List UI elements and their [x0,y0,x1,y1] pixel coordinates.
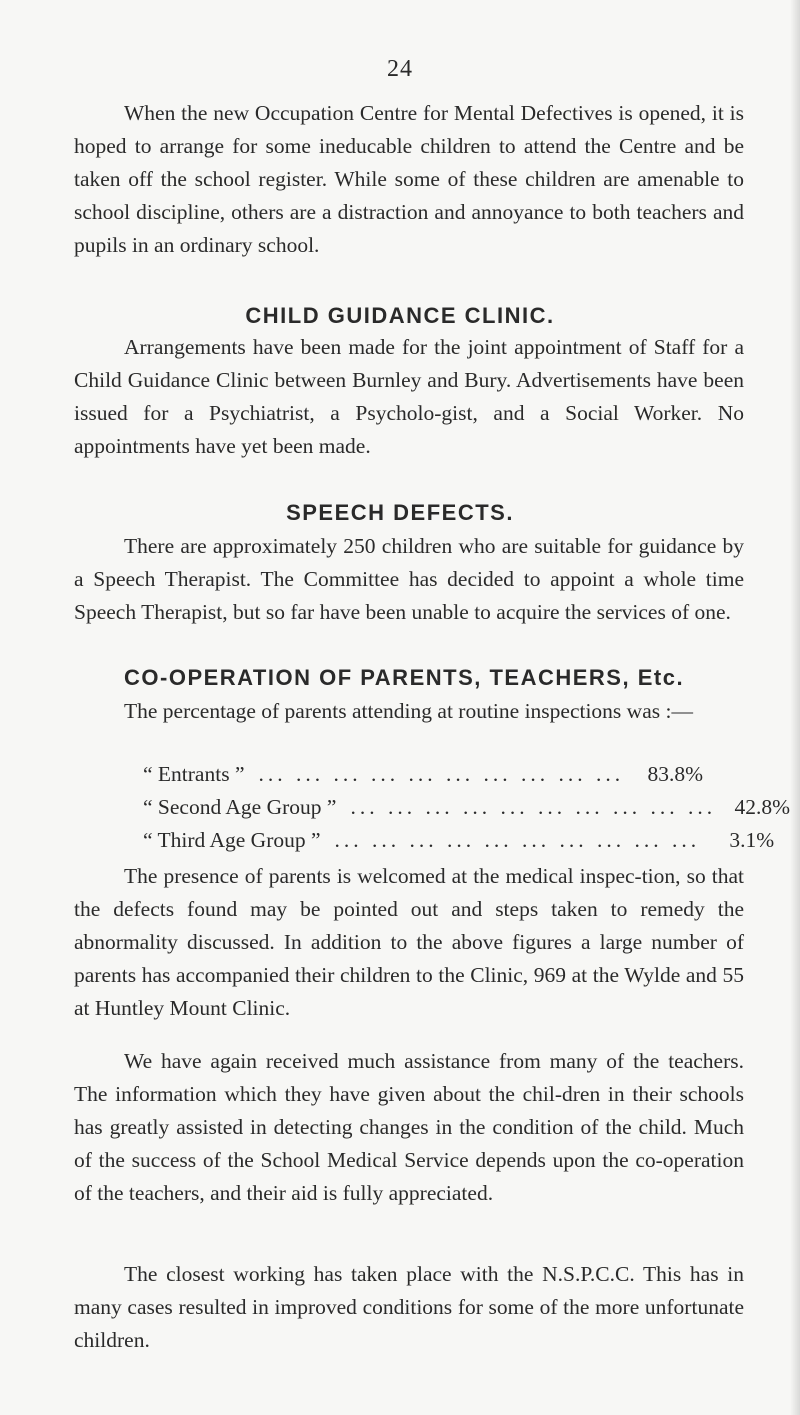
leader-dots: ... ... ... ... ... ... ... ... ... ... [350,795,717,819]
paragraph-percentage-intro: The percentage of parents attending at routine inspections was :— [124,699,693,723]
paragraph-teachers-assistance: We have again received much assistance from many of the teachers. The information which they have given about the chil-dren in their schools has greatly assisted in detecting changes in the condition of the child. Much of the success of the School Medical Service depends upon the co-operation of the teachers, and their aid is fully appreciated. [74,1049,744,1205]
attendance-row-entrants [143,758,703,791]
heading-cooperation: CO-OPERATION OF PARENTS, TEACHERS, Etc. [124,665,685,690]
page-number: 24 [387,56,413,82]
heading-child-guidance-clinic: CHILD GUIDANCE CLINIC. [245,303,555,328]
paragraph-occupation-centre: When the new Occupation Centre for Mental Defectives is opened, it is hoped to arrange for some ineducable children to attend the Centre and be taken off the school register. While some of these children are amenable to school discipline, others are a distraction and annoyance to both teachers and pupils in an ordinary school. [74,101,744,257]
attendance-value: 42.8% [734,795,791,819]
attendance-row-second-age [143,791,791,824]
paragraph-child-guidance: Arrangements have been made for the joint appointment of Staff for a Child Guidance Clinic between Burnley and Bury. Advertisements have been issued for a Psychiatrist, a Psycholo-gist, and a Social Worker. No appointments have yet been made. [74,335,744,458]
attendance-label: “ Entrants ” [143,762,245,786]
leader-dots: ... ... ... ... ... ... ... ... ... ... [334,828,701,852]
leader-dots: ... ... ... ... ... ... ... ... ... ... [258,762,625,786]
paragraph-speech-defects: There are approximately 250 children who are suitable for guidance by a Speech Therapist. The Committee has decided to appoint a whole time Speech Therapist, but so far have been unable to acquire the services of one. [74,534,744,624]
attendance-value: 3.1% [729,828,775,852]
page-edge-shadow [790,0,800,1415]
heading-speech-defects: SPEECH DEFECTS. [286,500,514,525]
attendance-label: “ Second Age Group ” [143,795,337,819]
paragraph-nspcc: The closest working has taken place with the N.S.P.C.C. This has in many cases resulted in improved conditions for some of the more unfortunate children. [74,1262,744,1352]
paragraph-parents-presence: The presence of parents is welcomed at the medical inspec-tion, so that the defects found may be pointed out and steps taken to remedy the abnormality discussed. In addition to the above figures a large number of parents has accompanied their children to the Clinic, 969 at the Wylde and 55 at Huntley Mount Clinic. [74,864,744,1020]
attendance-row-third-age [143,824,775,857]
attendance-label: “ Third Age Group ” [143,828,321,852]
attendance-list [143,758,791,857]
attendance-value: 83.8% [647,762,703,786]
